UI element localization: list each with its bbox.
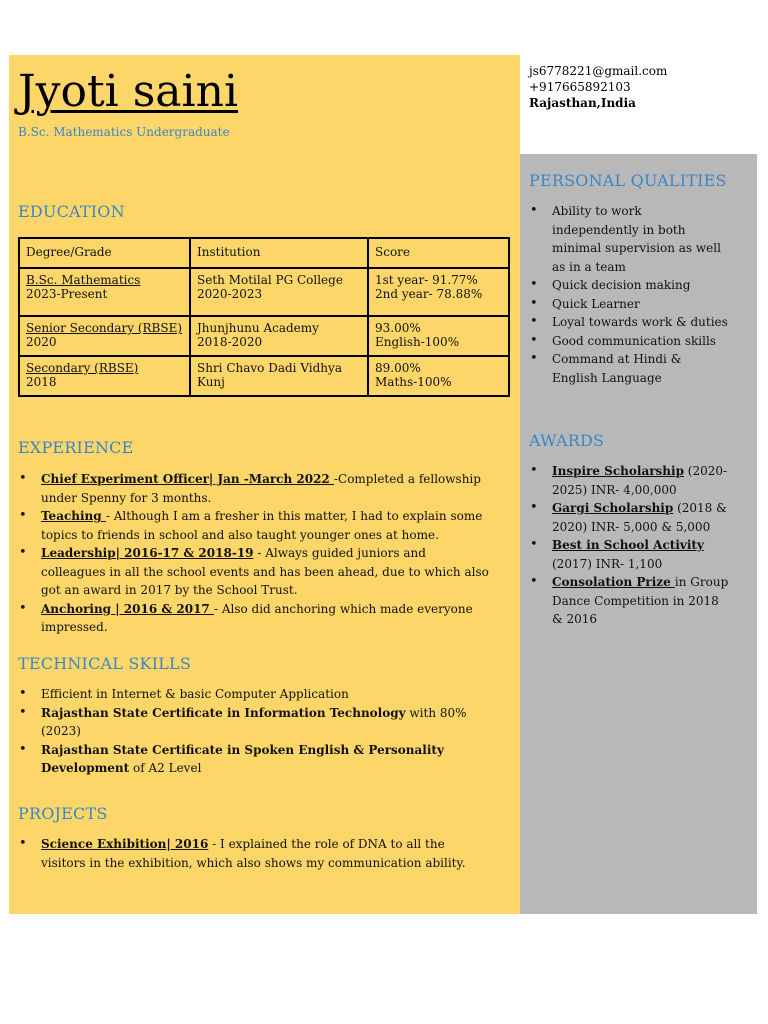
experience-text: - Also did anchoring which made everyone impressed.: [41, 601, 473, 634]
experience-text: - Although I am a fresher in this matter, I had to explain some topics to friends in school and also taught younger ones at home.: [41, 509, 483, 542]
award-title: Inspire Scholarship: [552, 464, 684, 478]
project-item: [19, 835, 491, 872]
education-row: [19, 316, 509, 356]
education-row: [19, 268, 509, 316]
institution-cell: [190, 356, 368, 396]
degree-cell: [19, 356, 190, 396]
column-header-institution: Institution: [190, 238, 368, 268]
skill-item: [19, 741, 491, 778]
experience-item: [19, 470, 491, 507]
degree-cell: [19, 316, 190, 356]
experience-item: [19, 507, 491, 544]
score-line: 1st year- 91.77%: [375, 273, 478, 287]
score-line: 93.00%: [375, 321, 421, 335]
quality-item: • Good communication skills: [530, 332, 730, 351]
score-cell: [368, 268, 509, 316]
personal-qualities-heading: PERSONAL QUALITIES: [529, 171, 727, 190]
award-text: (2017) INR- 1,100: [552, 556, 663, 571]
experience-title: Leadership| 2016-17 & 2018-19: [41, 546, 254, 560]
award-text: (2018 & 2020) INR- 5,000 & 5,000: [552, 501, 727, 534]
institution-name: Shri Chavo Dadi Vidhya Kunj: [197, 361, 342, 389]
candidate-subtitle: B.Sc. Mathematics Undergraduate: [18, 125, 230, 139]
project-text: - I explained the role of DNA to all the visitors in the exhibition, which also shows my communication ability.: [41, 837, 466, 870]
quality-item: • Command at Hindi & English Language: [530, 350, 730, 387]
degree-years: 2020: [26, 335, 57, 349]
quality-item: • Ability to work independently in both minimal supervision as well as in a team: [530, 202, 730, 276]
candidate-name: Jyoti saini: [18, 66, 239, 117]
score-line: Maths-100%: [375, 375, 452, 389]
contact-block: [529, 63, 667, 111]
projects-list: [19, 835, 491, 872]
personal-qualities-list: [530, 202, 730, 387]
skill-text: of A2 Level: [129, 761, 202, 775]
award-item: [530, 573, 730, 629]
column-header-degree: Degree/Grade: [19, 238, 190, 268]
score-cell: [368, 356, 509, 396]
award-item: [530, 499, 730, 536]
technical-skills-heading: TECHNICAL SKILLS: [18, 654, 192, 673]
score-line: 89.00%: [375, 361, 421, 375]
degree-name: Senior Secondary (RBSE): [26, 321, 183, 335]
experience-item: [19, 600, 491, 637]
degree-years: 2023-Present: [26, 287, 108, 301]
quality-item: • Quick decision making: [530, 276, 730, 295]
awards-list: [530, 462, 730, 629]
experience-title: Teaching: [41, 509, 106, 523]
degree-cell: [19, 268, 190, 316]
degree-name: B.Sc. Mathematics: [26, 273, 141, 287]
experience-list: [19, 470, 491, 637]
experience-heading: EXPERIENCE: [18, 438, 134, 457]
award-item: [530, 536, 730, 573]
degree-years: 2018: [26, 375, 57, 389]
award-title: Gargi Scholarship: [552, 501, 674, 515]
technical-skills-list: [19, 685, 491, 778]
education-heading: EDUCATION: [18, 202, 125, 221]
score-line: 2nd year- 78.88%: [375, 287, 483, 301]
contact-email: js6778221@gmail.com: [529, 64, 668, 78]
institution-cell: [190, 268, 368, 316]
award-text: (2020-2025) INR- 4,00,000: [552, 464, 728, 497]
institution-years: 2020-2023: [197, 287, 263, 301]
skill-item: [19, 685, 491, 704]
experience-item: [19, 544, 491, 600]
award-text: in Group Dance Competition in 2018 & 2016: [552, 575, 729, 626]
score-cell: [368, 316, 509, 356]
award-item: [530, 462, 730, 499]
column-header-score: Score: [368, 238, 509, 268]
experience-text: - Always guided juniors and colleagues in all the school events and has been ahead, due to which also got an award in 2017 by the School Trust.: [41, 546, 489, 597]
projects-heading: PROJECTS: [18, 804, 108, 823]
quality-item: • Loyal towards work & duties: [530, 313, 730, 332]
institution-years: 2018-2020: [197, 335, 263, 349]
experience-text: -Completed a fellowship under Spenny for 3 months.: [41, 472, 481, 505]
education-header-row: [19, 238, 509, 268]
degree-name: Secondary (RBSE): [26, 361, 139, 375]
project-title: Science Exhibition| 2016: [41, 837, 209, 851]
score-line: English-100%: [375, 335, 460, 349]
skill-item: [19, 704, 491, 741]
education-table: [18, 237, 510, 397]
experience-title: Anchoring | 2016 & 2017: [41, 601, 214, 616]
skill-text: with 80% (2023): [41, 705, 467, 738]
award-title: Best in School Activity: [552, 538, 704, 552]
contact-location: Rajasthan,India: [529, 96, 636, 110]
skill-text: Efficient in Internet & basic Computer Application: [41, 687, 349, 701]
contact-phone: +917665892103: [529, 80, 631, 94]
institution-name: Seth Motilal PG College: [197, 273, 343, 287]
skill-bold: Rajasthan State Certificate in Information Technology: [41, 705, 406, 720]
awards-heading: AWARDS: [529, 431, 605, 450]
skill-bold: Rajasthan State Certificate in Spoken English & Personality Development: [41, 742, 444, 775]
institution-cell: [190, 316, 368, 356]
institution-name: Jhunjhunu Academy: [197, 321, 319, 335]
quality-item: • Quick Learner: [530, 295, 730, 314]
experience-title: Chief Experiment Officer| Jan -March 2022: [41, 472, 334, 486]
award-title: Consolation Prize: [552, 575, 675, 589]
education-row: [19, 356, 509, 396]
